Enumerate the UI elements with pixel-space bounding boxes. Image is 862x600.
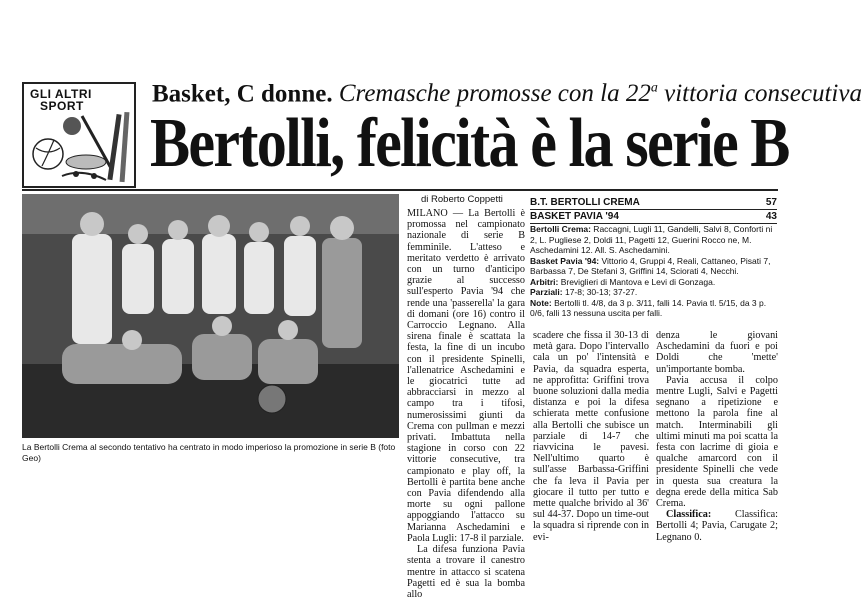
standings: Classifica: Classifica: Bertolli 4; Pavia, Carugate 2; Legnano 0. [656, 509, 778, 543]
score-away: 43 [765, 211, 777, 222]
lineup-crema: Bertolli Crema: Raccagni, Lugli 11, Gandelli, Salvi 8, Conforti ni 2, L. Pugliese 2, Doldi 11, Pagetti 12, Guerini Rocco ne, M. Aschedamini 12. All. S. Aschedamini. [530, 224, 773, 255]
sports-section-logo [22, 82, 136, 188]
score-home: 57 [765, 197, 777, 208]
kicker-bold: Basket, C donne. [152, 80, 333, 108]
paragraph: MILANO — La Bertolli è promossa nel campionato nazionale di serie B femminile. L'atteso e meritato verdetto è arrivato con un turno d'anticipo grazie al successo sull'esperto Pavia '94 che rende una 'passerella' la gara di domani (ore 16) contro il Carroccio Legnano. Alla sirena finale è scattata la festa, la fine di un incubo con il presidente Spinelli, l'allenatrice Aschedamini e le giocatrici tutte ad abbracciarsi in mezzo al campo tra i tifosi, numerosissimi giunti da Crema con pullman e mezzi privati. Imbattuta nella stagione in corso con 22 vittorie consecutive, tra campionato e play off, la Bertolli è partita bene anche con Pavia difendendo alla morte su ogni pallone appoggiando l'attacco su Marianna Aschedamini e Paola Lugli: 17-8 il parziale. [407, 208, 525, 544]
paragraph: La difesa funziona Pavia stenta a trovare il canestro mentre in attacco si scatena Pagetti ed è sua la bomba allo [407, 544, 525, 600]
article-column-2 [533, 330, 649, 543]
team-photo [22, 194, 399, 438]
logo-line1: GLI ALTRI [30, 87, 92, 101]
article-column-1 [407, 208, 525, 600]
photo-caption: La Bertolli Crema al secondo tentativo ha centrato in modo imperioso la promozione in serie B (foto Geo) [22, 442, 396, 463]
team-home: B.T. BERTOLLI CREMA [530, 197, 640, 208]
team-away: BASKET PAVIA '94 [530, 211, 619, 222]
notes: Note: Bertolli tl. 4/8, da 3 p. 3/11, falli 14. Pavia tl. 5/15, da 3 p. 0/6, falli 13 nessuna uscita per falli. [530, 297, 767, 318]
scoreboard-box [530, 196, 777, 329]
paragraph: Pavia accusa il colpo mentre Lugli, Salvi e Pagetti segnano a ripetizione e mettono la parola fine al match. Interminabili gli ultimi minuti ma poi scatta la festa con lacrime di gioia e qualche amarcord con il presidente Spinelli che vede in questa sua creatura la degna erede della mitica Sab Crema. [656, 374, 778, 510]
byline: di Roberto Coppetti [421, 194, 503, 205]
paragraph: scadere che fissa il 30-13 di metà gara. Dopo l'intervallo cala un po' l'intensità e Pavia, da squadra esperta, ne approfitta: Griffini trova buone soluzioni dalla media distanza e poi la difesa schierata mette confusione alla Bertolli che subisce un parziale di 14-7 che riavvicina le pavesi. Nell'ultimo quarto è sull'asse Barbassa-Griffini che fa leva il Pavia per giocare il tutto per tutto e mette qualche brivido al 36' sul 44-37. Dopo un time-out la squadra si riprende con in evi- [533, 330, 649, 543]
paragraph: denza le giovani Aschedamini da fuori e poi Doldi che 'mette' un'importante bomba. [656, 330, 778, 375]
article-column-3 [656, 330, 778, 543]
lineup-pavia: Basket Pavia '94: Vittorio 4, Gruppi 4, Reali, Cattaneo, Pisati 7, Barbassa 7, De Stefani 3, Griffini 14, Sciorati 4, Necchi. [530, 255, 771, 276]
partials: Parziali: 17-8; 30-13; 37-27. [530, 287, 638, 297]
divider [22, 189, 778, 191]
score-row-home [530, 196, 777, 210]
sports-collage-icon [26, 110, 134, 186]
score-row-away [530, 210, 777, 224]
referees: Arbitri: Breviglieri di Mantova e Levi di Gonzaga. [530, 276, 716, 287]
headline: Bertolli, felicità è la serie B [150, 105, 789, 182]
kicker-italic: Cremasche promosse con la 22$^a$ vittoria consecutiva [338, 80, 862, 108]
logo-line2: SPORT [40, 99, 84, 113]
